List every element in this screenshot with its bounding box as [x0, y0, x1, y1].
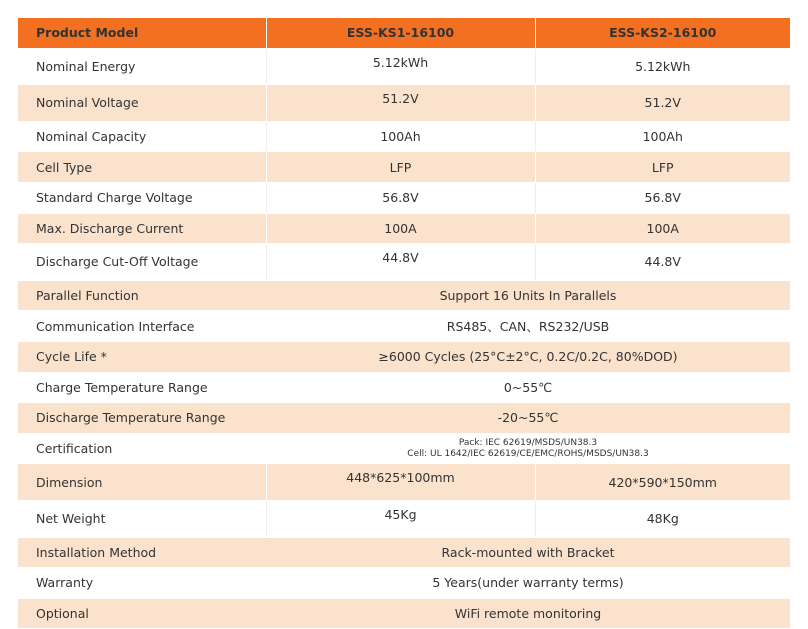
value-model-1: LFP — [266, 152, 535, 183]
value-model-1: 100A — [266, 213, 535, 244]
value-model-1: 56.8V — [266, 182, 535, 213]
value-shared: Support 16 Units In Parallels — [266, 280, 790, 311]
certification-cell: Cell: UL 1642/IEC 62619/CE/EMC/ROHS/MSDS/UN38.3 — [407, 448, 649, 459]
row-label: Parallel Function — [18, 280, 266, 311]
value-shared — [266, 433, 790, 464]
row-certification — [18, 433, 790, 464]
value-shared: Rack-mounted with Bracket — [266, 537, 790, 568]
value-model-1: 51.2V — [266, 85, 535, 122]
row-discharge-cutoff-voltage — [18, 244, 790, 281]
value-model-2: 5.12kWh — [535, 48, 790, 85]
value-model-2: LFP — [535, 152, 790, 183]
row-nominal-capacity — [18, 121, 790, 152]
header-model-1: ESS-KS1-16100 — [266, 18, 535, 48]
row-warranty — [18, 568, 790, 599]
row-max-discharge-current — [18, 213, 790, 244]
value-model-1: 44.8V — [266, 244, 535, 281]
value-model-2: 100Ah — [535, 121, 790, 152]
row-charge-temperature-range — [18, 372, 790, 403]
row-label: Discharge Temperature Range — [18, 403, 266, 434]
row-label: Net Weight — [18, 500, 266, 537]
value-model-1: 448*625*100mm — [266, 464, 535, 501]
row-label: Installation Method — [18, 537, 266, 568]
certification-pack: Pack: IEC 62619/MSDS/UN38.3 — [458, 437, 598, 448]
value-model-1: 5.12kWh — [266, 48, 535, 85]
row-discharge-temperature-range — [18, 403, 790, 434]
row-optional — [18, 598, 790, 629]
row-label: Dimension — [18, 464, 266, 501]
value-model-2: 51.2V — [535, 85, 790, 122]
header-row — [18, 18, 790, 48]
value-shared: 5 Years(under warranty terms) — [266, 568, 790, 599]
row-nominal-energy — [18, 48, 790, 85]
value-model-2: 44.8V — [535, 244, 790, 281]
row-label: Standard Charge Voltage — [18, 182, 266, 213]
value-shared: 0~55℃ — [266, 372, 790, 403]
spec-table — [18, 18, 790, 629]
row-net-weight — [18, 500, 790, 537]
value-model-1: 100Ah — [266, 121, 535, 152]
row-label: Cycle Life * — [18, 341, 266, 372]
row-communication-interface — [18, 311, 790, 342]
row-nominal-voltage — [18, 85, 790, 122]
value-model-2: 420*590*150mm — [535, 464, 790, 501]
value-shared: WiFi remote monitoring — [266, 598, 790, 629]
row-label: Optional — [18, 598, 266, 629]
row-label: Nominal Energy — [18, 48, 266, 85]
value-shared: -20~55℃ — [266, 403, 790, 434]
row-label: Certification — [18, 433, 266, 464]
row-label: Discharge Cut-Off Voltage — [18, 244, 266, 281]
row-label: Warranty — [18, 568, 266, 599]
row-installation-method — [18, 537, 790, 568]
value-model-2: 100A — [535, 213, 790, 244]
row-parallel-function — [18, 280, 790, 311]
header-model-2: ESS-KS2-16100 — [535, 18, 790, 48]
value-model-2: 48Kg — [535, 500, 790, 537]
row-label: Charge Temperature Range — [18, 372, 266, 403]
row-dimension — [18, 464, 790, 501]
row-cell-type — [18, 152, 790, 183]
row-label: Communication Interface — [18, 311, 266, 342]
row-label: Nominal Voltage — [18, 85, 266, 122]
value-model-1: 45Kg — [266, 500, 535, 537]
value-model-2: 56.8V — [535, 182, 790, 213]
row-cycle-life — [18, 341, 790, 372]
value-shared: ≥6000 Cycles (25°C±2°C, 0.2C/0.2C, 80%DOD) — [266, 341, 790, 372]
header-label: Product Model — [18, 18, 266, 48]
value-shared: RS485、CAN、RS232/USB — [266, 311, 790, 342]
row-standard-charge-voltage — [18, 182, 790, 213]
row-label: Nominal Capacity — [18, 121, 266, 152]
row-label: Cell Type — [18, 152, 266, 183]
row-label: Max. Discharge Current — [18, 213, 266, 244]
